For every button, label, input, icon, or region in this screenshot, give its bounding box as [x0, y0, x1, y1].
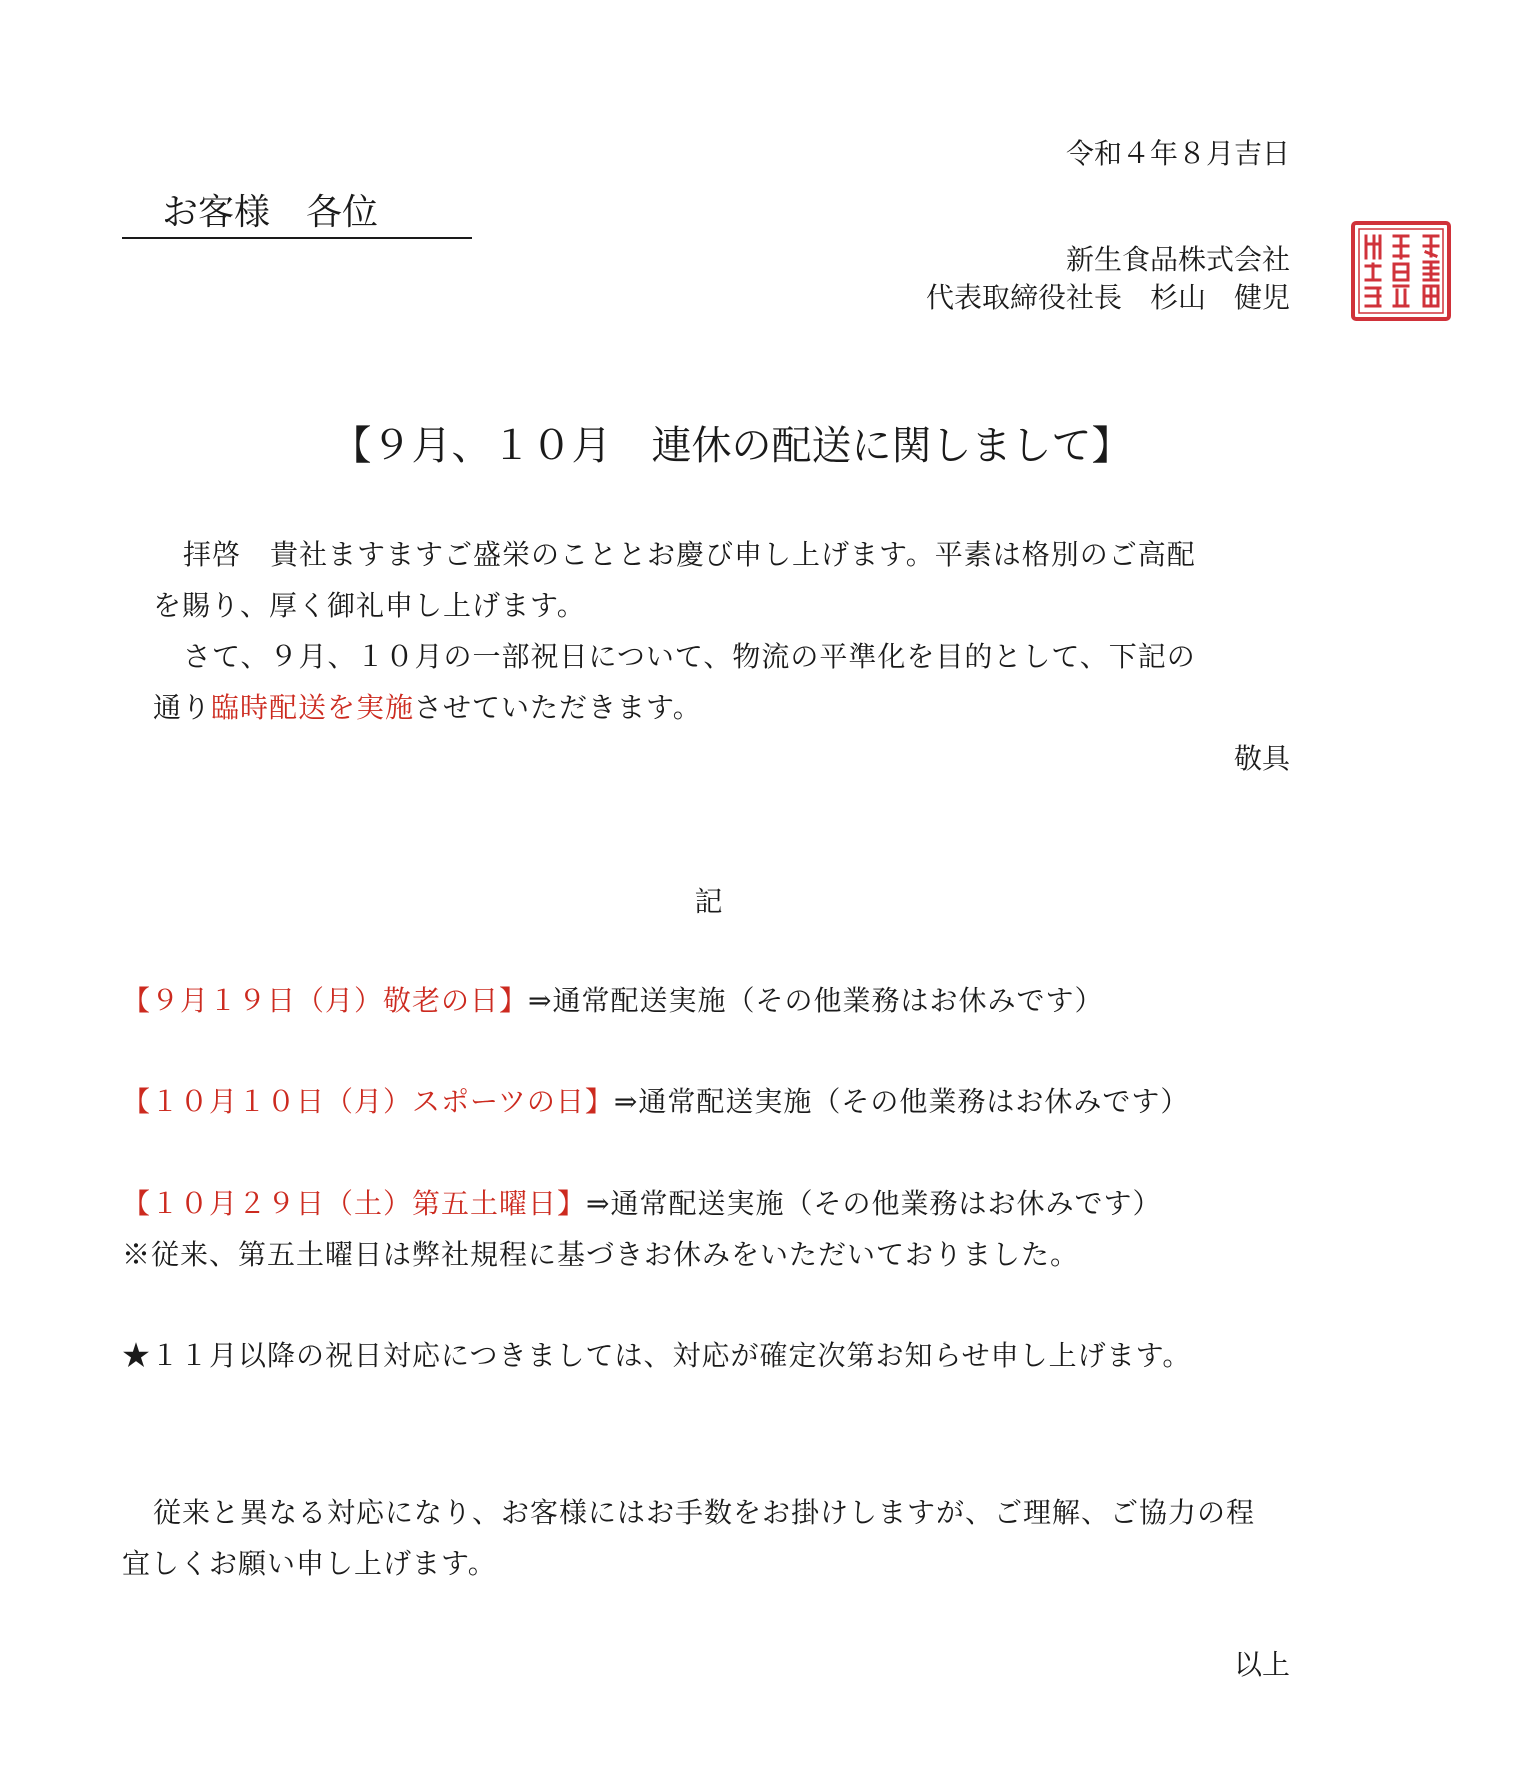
recipient-line: お客様 各位: [122, 189, 472, 239]
schedule-date-label: 【９月１９日（月）敬老の日】: [122, 984, 529, 1017]
schedule-item: [122, 1184, 1161, 1224]
schedule-item: [122, 1082, 1189, 1122]
document-title-row: [0, 418, 1513, 474]
closing-keigu: 敬具: [1233, 742, 1290, 775]
greeting-line-1: 拝啓 貴社ますますご盛栄のこととお慶び申し上げます。平素は格別のご高配: [183, 538, 1196, 571]
purpose-line-2-suffix: させていただきます。: [414, 691, 702, 724]
sender-representative: 代表取締役社長 杉山 健児: [925, 281, 1290, 314]
purpose-line-2: [153, 688, 702, 728]
greeting-line-2: を賜り、厚く御礼申し上げます。: [153, 589, 586, 622]
schedule-action: ⇒通常配送実施（その他業務はお休みです）: [528, 984, 1104, 1017]
sender-company: 新生食品株式会社: [1065, 243, 1290, 276]
company-seal-stamp: [1350, 220, 1452, 322]
saturday-note: ※従来、第五土曜日は弊社規程に基づきお休みをいただいておりました。: [122, 1238, 1080, 1271]
schedule-item: [122, 981, 1103, 1021]
schedule-date-label: 【１０月２９日（土）第五土曜日】: [122, 1187, 587, 1220]
purpose-highlight: 臨時配送を実施: [211, 691, 415, 724]
end-mark: 以上: [1233, 1648, 1290, 1681]
purpose-line-1: さて、９月、１０月の一部祝日について、物流の平準化を目的として、下記の: [183, 640, 1196, 673]
conclusion-line-2: 宜しくお願い申し上げます。: [122, 1547, 497, 1580]
schedule-date-label: 【１０月１０日（月）スポーツの日】: [122, 1085, 614, 1118]
purpose-line-2-prefix: 通り: [153, 691, 212, 724]
document-title: 【９月、１０月 連休の配送に関しまして】: [331, 423, 1132, 469]
ki-heading: 記: [694, 885, 723, 918]
conclusion-line-1: 従来と異なる対応になり、お客様にはお手数をお掛けしますが、ご理解、ご協力の程: [153, 1496, 1256, 1529]
document-date: 令和４年８月吉日: [1065, 137, 1290, 170]
schedule-action: ⇒通常配送実施（その他業務はお休みです）: [586, 1187, 1162, 1220]
schedule-action: ⇒通常配送実施（その他業務はお休みです）: [613, 1085, 1190, 1118]
future-holiday-note: ★１１月以降の祝日対応につきましては、対応が確定次第お知らせ申し上げます。: [122, 1339, 1192, 1372]
